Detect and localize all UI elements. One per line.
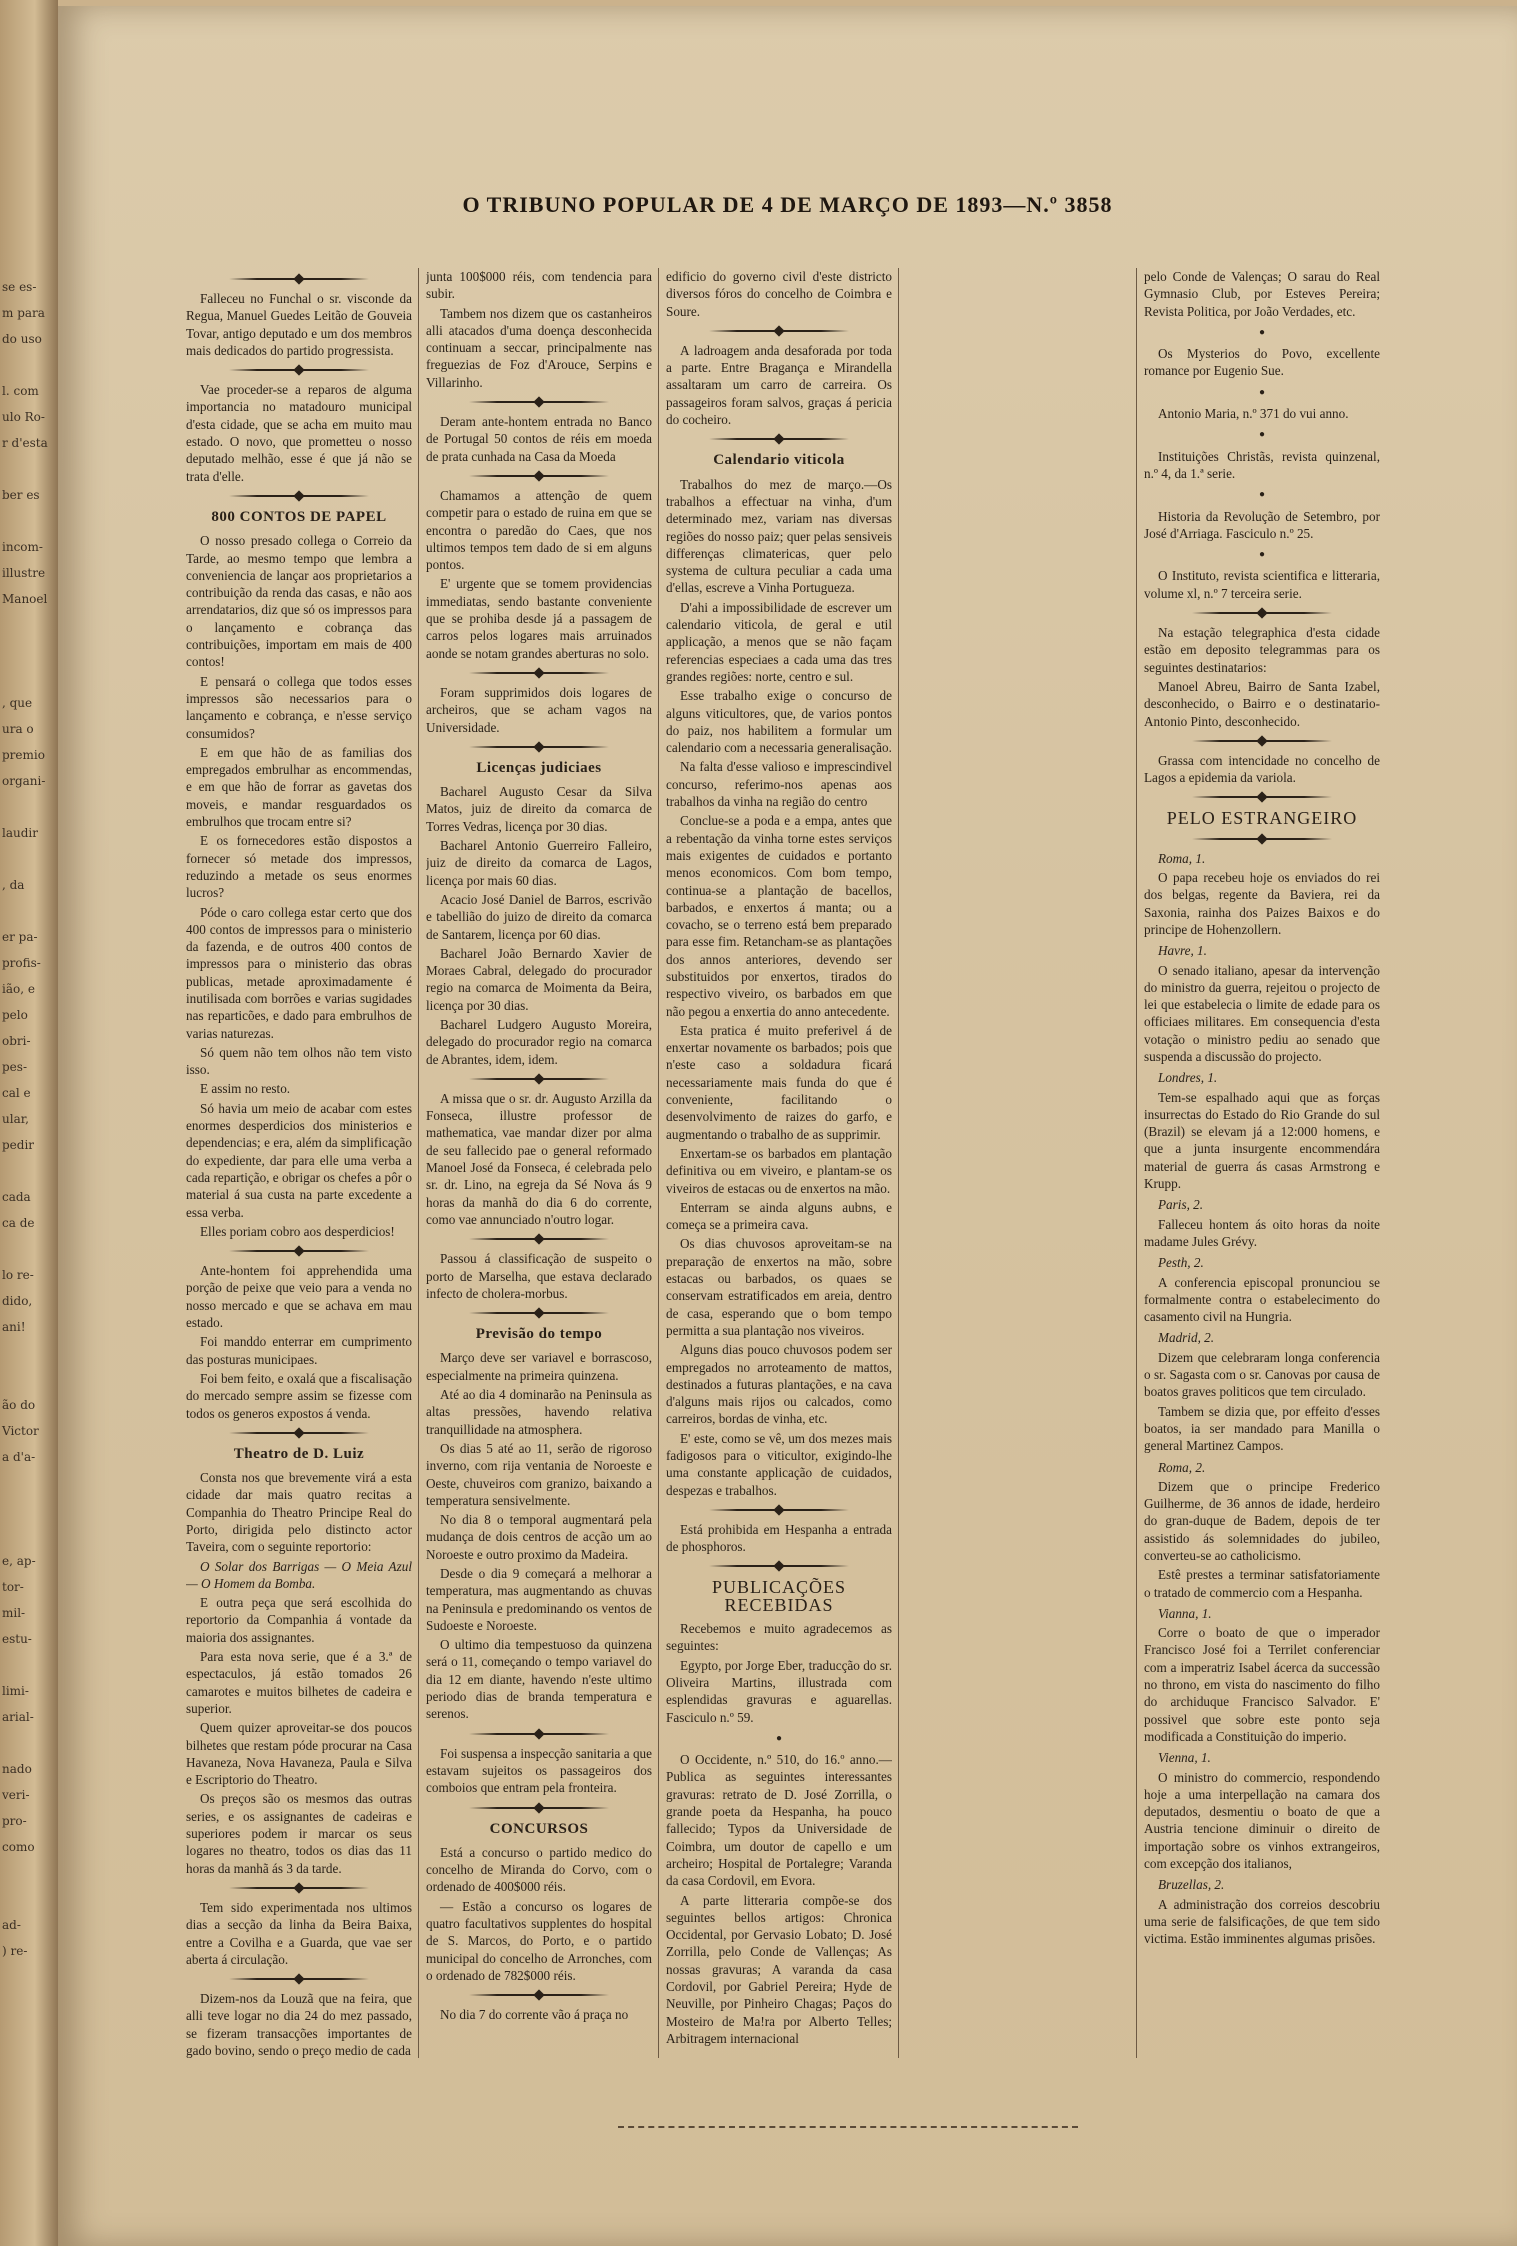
article-paragraph: Tem-se espalhado aqui que as forças insurrectas do Estado do Rio Grande do sul (Brazil) se elevam já a 12:000 homens, e que a junta insurgente encommendára material de guerra ás casas Armstrong e Krupp. [1144, 1089, 1380, 1192]
separator [229, 1974, 369, 1984]
article-heading: CONCURSOS [489, 1820, 589, 1837]
previous-page-fragment: incom- [2, 540, 43, 554]
article-paragraph: Estê prestes a terminar satisfatoriamente o tratado de commercio com a Hespanha. [1144, 1567, 1380, 1600]
previous-page-fragment: estu- [2, 1632, 32, 1646]
article-paragraph: — Estão a concurso os logares de quatro facultativos supplentes do hospital de S. Marcos, do Porto, e o partido municipal do concelho de Arronches, com o ordenado de 782$000 réis. [426, 1898, 652, 1983]
previous-page-fragment: nado [2, 1762, 32, 1776]
previous-page-fragment: mil- [2, 1606, 26, 1620]
article-heading: 800 CONTOS DE PAPEL [211, 508, 387, 525]
article-paragraph: Enterram se ainda alguns aubns, e começa se a primeira cava. [666, 1199, 892, 1233]
separator [709, 434, 849, 444]
previous-page-fragment: ião, e [2, 982, 35, 996]
article-paragraph: Recebemos e muito agradecemos as seguintes: [666, 1621, 892, 1654]
column-rule [1136, 268, 1137, 2058]
article-paragraph: Falleceu hontem ás oito horas da noite madame Jules Grévy. [1144, 1216, 1380, 1249]
article-paragraph: O nosso presado collega o Correio da Tarde, ao mesmo tempo que lembra a conveniencia de lançar aos proprietarios a contribuição da renda das casas, e não aos arrendatarios, diz que só os impressos para o lançamento e cobrança das contribuições, importam em mais de 400 contos! [186, 533, 412, 670]
article-paragraph: Está a concurso o partido medico do concelho de Miranda do Corvo, com o ordenado de 400$000 réis. [426, 1844, 652, 1895]
article-paragraph: Dizem-nos da Louzã que na feira, que alli teve logar no dia 24 do mez passado, se fizeram transacções importantes de gado bovino, sendo o preço medio de cada [186, 1991, 412, 2058]
article-paragraph: Grassa com intencidade no concelho de Lagos a epidemia da variola. [1144, 752, 1380, 786]
separator [1192, 792, 1332, 802]
article-paragraph: A parte litteraria compõe-se dos seguintes bellos artigos: Chronica Occidental, por Gervasio Lobato; D. José Zorrilla, pelo Conde de Vallenças; As nossas gravuras; A varanda da casa Cordovil, por Gabriel Pereira; Hyde de Neuville, por Pinheiro Chagas; Paços do Mosteiro de Ma!ra por Alberto Telles; Arbitragem internacional [666, 1892, 892, 2046]
article-paragraph: Desde o dia 9 começará a melhorar a temperatura, mas augmentando as chuvas na Peninsula e predominando os ventos de Sudoeste e Noroeste. [426, 1566, 652, 1633]
separator [1192, 608, 1332, 618]
article-heading: PUBLICAÇÕES RECEBIDAS [711, 1577, 847, 1615]
dateline: Havre, 1. [1158, 943, 1207, 959]
dateline: Vianna, 1. [1158, 1605, 1212, 1621]
separator [229, 1246, 369, 1256]
previous-page-fragment: pro- [2, 1814, 27, 1828]
article-paragraph: Bacharel Antonio Guerreiro Falleiro, juiz de direito da comarca de Lagos, licença por mais 60 dias. [426, 838, 652, 888]
article-paragraph: Só quem não tem olhos não tem visto isso. [186, 1044, 412, 1078]
article-paragraph: Foi bem feito, e oxalá que a fiscalisação do mercado sempre assim se fizesse com todos os generos expostos á venda. [186, 1370, 412, 1421]
article-paragraph: Os Mysterios do Povo, excellente romance por Eugenio Sue. [1144, 346, 1380, 379]
previous-page-fragment: pelo [2, 1008, 28, 1022]
dateline: Pesth, 2. [1158, 1255, 1204, 1271]
column-2 [426, 268, 652, 2058]
article-paragraph: O Instituto, revista scientifica e litteraria, volume xl, n.º 7 terceira serie. [1144, 568, 1380, 601]
bullet-dot: ● [1258, 386, 1266, 398]
previous-page-fragment: veri- [2, 1788, 30, 1802]
separator [469, 1074, 609, 1084]
article-paragraph: O senado italiano, apesar da intervenção do ministro da guerra, rejeitou o projecto de lei que estabelecia o limite de edade para os officiaes militares. Em consequencia d'esta votação o ministro pediu ao senado que suspenda a discussão do projecto. [1144, 962, 1380, 1064]
article-paragraph: E' este, como se vê, um dos mezes mais fadigosos para o viticultor, exigindo-lhe uma constante applicação de cuidados, despezas e trabalhos. [666, 1430, 892, 1498]
separator [229, 365, 369, 375]
article-paragraph: E os fornecedores estão dispostos a fornecer só metade dos impressos, reduzindo a metade os seus enormes lucros? [186, 833, 412, 901]
article-paragraph: A conferencia episcopal pronunciou se formalmente contra o estabelecimento do casamento civil na Hungria. [1144, 1274, 1380, 1325]
article-heading: Previsão do tempo [475, 1326, 603, 1343]
previous-page-fragment: ão do [2, 1398, 36, 1412]
article-paragraph: Os dias 5 até ao 11, serão de rigoroso inverno, com rija ventania de Noroeste e Oeste, chuveiros com granizo, baixando a temperatura sensivelmente. [426, 1440, 652, 1508]
article-paragraph: Está prohibida em Hespanha a entrada de phosphoros. [666, 1521, 892, 1555]
article-paragraph: Elles poriam cobro aos desperdicios! [200, 1223, 395, 1239]
article-paragraph: edificio do governo civil d'este districto diversos fóros do concelho de Coimbra e Soure. [666, 269, 892, 319]
previous-page-fragment: ulo Ro- [2, 410, 45, 424]
article-paragraph: Na falta d'esse valioso e imprescindivel concurso, referimo-nos apenas aos trabalhos da vinha na região do centro [666, 759, 892, 810]
article-paragraph: Trabalhos do mez de março.—Os trabalhos a effectuar na vinha, d'um determinado mez, variam nas diversas regiões do nosso paiz; quer pelas sensiveis differenças climatericas, quer pelo systema de cultura peculiar a cada uma d'ellas, escreve a Vinha Portugueza. [666, 476, 892, 596]
article-paragraph: Enxertam-se os barbados em plantação definitiva ou em viveiro, e plantam-se os viveiros de estacas ou de enxertos na mão. [666, 1145, 892, 1196]
bullet-dot: ● [1258, 429, 1266, 441]
article-paragraph: No dia 8 o temporal augmentará pela mudança de dois centros de acção um ao Noroeste e outro proximo da Madeira. [426, 1512, 652, 1562]
previous-page-fragment: illustre [2, 566, 46, 580]
article-paragraph: No dia 7 do corrente vão á praça no [440, 2007, 629, 2023]
article-paragraph: O Solar dos Barrigas — O Meia Azul — O Homem da Bomba. [186, 1558, 412, 1591]
previous-page-fragment: cal e [2, 1086, 31, 1100]
separator [229, 274, 369, 284]
previous-page-fragment: e, ap- [2, 1554, 36, 1568]
separator [229, 1883, 369, 1893]
previous-page-edge [0, 0, 58, 2246]
previous-page-fragment: limi- [2, 1684, 29, 1698]
separator [469, 742, 609, 752]
column-3 [666, 268, 892, 2058]
dateline: Paris, 2. [1158, 1197, 1204, 1213]
previous-page-fragment: como [2, 1840, 35, 1854]
article-paragraph: D'ahi a impossibilidade de escrever um calendario viticola, de geral e util applicação, a menos que se não façam referencias especiaes a cada uma das tres grandes regiões: norte, centro e sul. [666, 599, 892, 684]
article-paragraph: Alguns dias pouco chuvosos podem ser empregados no arroteamento de mattos, destinados a futuras plantações, e na cava d'alguns mais rijos ou calcados, como carreiros, bordas de vinha, etc. [666, 1342, 892, 1427]
separator [229, 491, 369, 501]
article-paragraph: Bacharel Ludgero Augusto Moreira, delegado do procurador regio na comarca de Abrantes, idem, idem. [426, 1016, 652, 1067]
article-paragraph: E' urgente que se tomem providencias immediatas, sendo bastante conveniente que se prohiba desde já a passagem de carros pelos logares mais arruinados aonde se notam grandes aberturas no solo. [426, 576, 652, 661]
previous-page-fragment: ura o [2, 722, 34, 736]
article-paragraph: Vae proceder-se a reparos de alguma importancia no matadouro municipal d'esta cidade, que se acha em muito mau estado. O novo, que prometteu o nosso deputado melhão, esse é que já não se trata d'elle. [186, 382, 412, 484]
article-paragraph: Manoel Abreu, Bairro de Santa Izabel, desconhecido, o Bairro e o destinatario-Antonio Pinto, desconhecido. [1144, 678, 1380, 729]
previous-page-fragment: se es- [2, 280, 37, 294]
separator [709, 1505, 849, 1515]
bullet-dot: ● [1258, 549, 1266, 561]
previous-page-fragment: ular, [2, 1112, 29, 1126]
separator [469, 1308, 609, 1318]
column-1 [186, 268, 412, 2058]
previous-page-fragment: profis- [2, 956, 41, 970]
article-paragraph: O ultimo dia tempestuoso da quinzena será o 11, começando o tempo variavel do dia 12 em diante, havendo n'este ultimo periodo dias de branda temperatura e serenos. [426, 1637, 652, 1722]
previous-page-fragment: organi- [2, 774, 46, 788]
article-paragraph: Dizem que o principe Frederico Guilherme, de 36 annos de idade, herdeiro do gran-duque de Badem, depois de ter assistido ás solemnidades do jubileo, converteu-se ao catholicismo. [1144, 1478, 1380, 1563]
article-paragraph: Na estação telegraphica d'esta cidade estão em deposito telegrammas para os seguintes destinatarios: [1144, 625, 1380, 675]
article-paragraph: Só havia um meio de acabar com estes enormes desperdicios dos ministerios e dependencias; e era, além da simplificação do expediente, dar para elle uma verba a cada repartição, e obrigar os chefes a pôr o material á sua custa na parte excedente a essa verba. [186, 1100, 412, 1220]
previous-page-fragment: arial- [2, 1710, 34, 1724]
separator [709, 1561, 849, 1571]
article-paragraph: Tambem nos dizem que os castanheiros alli atacados d'uma doença desconhecida continuam a seccar, principalmente nas freguezias de Foz d'Arouce, Serpins e Villarinho. [426, 305, 652, 390]
article-paragraph: Consta nos que brevemente virá a esta cidade dar mais quatro recitas a Companhia do Theatro Principe Real do Porto, dirigida pelo distincto actor Taveira, com o seguinte reportorio: [186, 1470, 412, 1555]
previous-page-fragment: er pa- [2, 930, 38, 944]
article-paragraph: O papa recebeu hoje os enviados do rei dos belgas, regente da Baviera, rei da Saxonia, rainha dos Paizes Baixos e do principe de Hohenzollern. [1144, 870, 1380, 937]
previous-page-fragment: , da [2, 878, 25, 892]
article-paragraph: Acacio José Daniel de Barros, escrivão e tabellião do juizo de direito da comarca de Santarem, licença por 60 dias. [426, 891, 652, 942]
article-paragraph: Tambem se dizia que, por effeito d'esses boatos, ia ser mandado para Manilla o general Martinez Campos. [1144, 1403, 1380, 1454]
previous-page-fragment: ber es [2, 488, 40, 502]
newspaper-page [58, 6, 1517, 2246]
separator [469, 471, 609, 481]
article-paragraph: Antonio Maria, n.º 371 do vui anno. [1158, 406, 1349, 422]
article-paragraph: Os dias chuvosos aproveitam-se na preparação de enxertos na mão, sobre estacas ou barbados, os quaes se conservam estratificados em areia, dentro de casa, esperando que o bom tempo permitta a sua plantação nos viveiros. [666, 1236, 892, 1338]
bottom-rule [618, 2126, 1078, 2128]
dateline: Bruzellas, 2. [1158, 1877, 1225, 1893]
article-paragraph: Até ao dia 4 dominarão na Peninsula as altas pressões, havendo relativa tranquillidade na atmosphera. [426, 1387, 652, 1437]
article-paragraph: O Occidente, n.º 510, do 16.º anno.—Publica as seguintes interessantes gravuras: retrato de D. José Zorrilla, o grande poeta da Hespanha, ha pouco fallecido; Typos da Universidade de Coimbra, um doutor de capello e um archeiro; Hospital de Portalegre; Varanda da casa Cordovil, em Evora. [666, 1752, 892, 1889]
article-paragraph: A missa que o sr. dr. Augusto Arzilla da Fonseca, illustre professor de mathematica, vae mandar dizer por alma de seu fallecido pae o general reformado Manoel José da Fonseca, é celebrada pelo sr. dr. Lino, na egreja da Sé Nova ás 9 horas da manhã do dia 6 do corrente, como vae annunciado n'outro logar. [426, 1090, 652, 1227]
article-paragraph: Esse trabalho exige o concurso de alguns viticultores, que, de varios pontos do paiz, nos habilitem a formular um calendario com a necessaria generalisação. [666, 688, 892, 756]
article-paragraph: Dizem que celebraram longa conferencia o sr. Sagasta com o sr. Canovas por causa de boatos graves politicos que tem circulado. [1144, 1349, 1380, 1400]
previous-page-fragment: lo re- [2, 1268, 34, 1282]
dateline: Madrid, 2. [1158, 1330, 1215, 1346]
previous-page-fragment: obri- [2, 1034, 31, 1048]
previous-page-fragment: dido, [2, 1294, 33, 1308]
separator [709, 326, 849, 336]
previous-page-fragment: a d'a- [2, 1450, 36, 1464]
column-rule [418, 268, 419, 2058]
dateline: Roma, 1. [1158, 850, 1206, 866]
article-paragraph: Falleceu no Funchal o sr. visconde da Regua, Manuel Guedes Leitão de Gouveia Tovar, antigo deputado e um dos membros mais dedicados do partido progressista. [186, 291, 412, 358]
page-header: O TRIBUNO POPULAR DE 4 DE MARÇO DE 1893—N.º 3858 [462, 192, 1113, 217]
article-paragraph: E pensará o collega que todos esses impressos são necessarios para o lançamento e cobrança, e n'esse serviço consumidos? [186, 673, 412, 741]
previous-page-fragment: , que [2, 696, 33, 710]
article-paragraph: A ladroagem anda desaforada por toda a parte. Entre Bragança e Mirandella assaltaram um carro de carreira. Os passageiros foram salvos, graças á pericia do cocheiro. [666, 342, 892, 428]
previous-page-fragment: pes- [2, 1060, 27, 1074]
previous-page-fragment: r d'esta [2, 436, 48, 450]
previous-page-fragment: ) re- [2, 1944, 28, 1958]
article-paragraph: Chamamos a attenção de quem competir para o estado de ruina em que se encontra o paredão do Caes, que nos ultimos tempos tem dado de si em alguns pontos. [426, 487, 652, 573]
dateline: Londres, 1. [1158, 1070, 1218, 1086]
dateline: Roma, 2. [1158, 1459, 1206, 1475]
previous-page-fragment: Manoel [2, 592, 48, 606]
article-paragraph: Passou á classificação de suspeito o porto de Marselha, que estava declarado infecto de cholera-morbus. [426, 1251, 652, 1301]
article-paragraph: Ante-hontem foi apprehendida uma porção de peixe que veio para a venda no nosso mercado e que se achava em mau estado. [186, 1263, 412, 1331]
bullet-dot: ● [1258, 326, 1266, 338]
previous-page-fragment: ani! [2, 1320, 26, 1334]
previous-page-fragment: Victor [2, 1424, 39, 1438]
article-paragraph: A administração dos correios descobriu uma serie de falsificações, de que tem sido victima. Estão imminentes algumas prisões. [1144, 1896, 1380, 1947]
previous-page-fragment: premio [2, 748, 45, 762]
article-paragraph: Quem quizer aproveitar-se dos poucos bilhetes que restam póde procurar na Casa Havaneza, Nova Havaneza, Paula e Silva e Escriptorio do Theatro. [186, 1720, 412, 1788]
separator [469, 1990, 609, 2000]
separator [469, 1234, 609, 1244]
column-4 [1144, 268, 1380, 2058]
article-heading: Calendario viticola [713, 452, 845, 469]
separator [469, 397, 609, 407]
article-paragraph: Deram ante-hontem entrada no Banco de Portugal 50 contos de réis em moeda de prata cunhada na Casa da Moeda [426, 414, 652, 464]
article-paragraph: Foi suspensa a inspecção sanitaria a que estavam sujeitos os passageiros dos comboios que entram pela fronteira. [426, 1745, 652, 1796]
article-paragraph: Conclue-se a poda e a empa, antes que a rebentação da vinha torne estes serviços mais exigentes de cuidados e portanto menos economicos. Com bom tempo, continua-se a plantação de bacellos, barbados, e enxertos á manta; ou a covacho, se o terreno está bem preparado para esse fim. Retancham-se as plantações dos annos anteriores, devendo ser substituidos por enxertos, tirados do respectivo viveiro, os barbados em que não pegou a enxertia do anno antecedente. [666, 813, 892, 1019]
bullet-dot: ● [1258, 489, 1266, 501]
article-paragraph: junta 100$000 réis, com tendencia para subir. [426, 269, 652, 302]
separator [469, 668, 609, 678]
dateline: Vienna, 1. [1158, 1750, 1211, 1766]
article-paragraph: Foram supprimidos dois logares de archeiros, que se acham vagos na Universidade. [426, 684, 652, 735]
previous-page-fragment: tor- [2, 1580, 24, 1594]
article-paragraph: Bacharel João Bernardo Xavier de Moraes Cabral, delegado do procurador regio na comarca de Moimenta da Beira, licença por 30 dias. [426, 945, 652, 1013]
separator [229, 1428, 369, 1438]
article-paragraph: Póde o caro collega estar certo que dos 400 contos de impressos para o ministerio da fazenda, e de outros 400 contos de impressos para o ministerio das obras publicas, metade aproximadamente é inutilisada com borrões e varias sugidades nas reparticões, e dado para embrulhos de varias naturezas. [186, 904, 412, 1041]
article-paragraph: Tem sido experimentada nos ultimos dias a secção da linha da Beira Baixa, entre a Covilha e a Guarda, que vae ser aberta á circulação. [186, 1899, 412, 1967]
previous-page-fragment: m para [2, 306, 45, 320]
column-rule [658, 268, 659, 2058]
previous-page-fragment: cada [2, 1190, 31, 1204]
article-paragraph: pelo Conde de Valenças; O sarau do Real Gymnasio Club, por Esteves Pereira; Revista Politica, por João Verdades, etc. [1144, 269, 1380, 319]
article-heading: Theatro de D. Luiz [233, 1445, 365, 1462]
article-paragraph: Os preços são os mesmos das outras series, e os assignantes de cadeiras e superiores podem ir marcar os seus logares no theatro, todos os dias das 11 horas da manhã ás 3 da tarde. [186, 1791, 412, 1876]
separator [469, 1729, 609, 1739]
previous-page-fragment: ca de [2, 1216, 35, 1230]
article-paragraph: O ministro do commercio, respondendo hoje a uma interpellação na camara dos deputados, desmentiu o boato de que a Austria tencione diminuir o direito de importação sobre os vinhos extrangeiros, com excepção dos italianos, [1144, 1769, 1380, 1872]
separator [469, 1803, 609, 1813]
article-paragraph: Historia da Revolução de Setembro, por José d'Arriaga. Fasciculo n.º 25. [1144, 508, 1380, 541]
previous-page-fragment: laudir [2, 826, 38, 840]
article-paragraph: Esta pratica é muito preferivel á de enxertar novamente os barbados; pois que n'este caso a soldadura ficará necessariamente mais funda do que é conveniente, facilitando o desenvolvimento de raizes do garfo, e augmentando o trabalho de as supprimir. [666, 1022, 892, 1142]
section-heading: PELO ESTRANGEIRO [1166, 808, 1358, 829]
article-heading: Licenças judiciaes [476, 759, 602, 776]
article-paragraph: Foi manddo enterrar em cumprimento das posturas municipaes. [186, 1334, 412, 1367]
article-paragraph: Instituições Christãs, revista quinzenal, n.º 4, da 1.ª serie. [1144, 448, 1380, 481]
previous-page-fragment: do uso [2, 332, 42, 346]
previous-page-fragment: ad- [2, 1918, 21, 1932]
separator [1192, 736, 1332, 746]
previous-page-fragment: pedir [2, 1138, 35, 1152]
article-paragraph: Março deve ser variavel e borrascoso, especialmente na primeira quinzena. [426, 1350, 652, 1383]
article-paragraph: Para esta nova serie, que é a 3.ª de espectaculos, já estão tomados 26 camarotes e muitos bilhetes de cadeira e superior. [186, 1649, 412, 1716]
article-paragraph: Egypto, por Jorge Eber, traducção do sr. Oliveira Martins, illustrada com esplendidas gravuras e aguarellas. Fasciculo n.º 59. [666, 1657, 892, 1725]
article-paragraph: Corre o boato de que o imperador Francisco José foi a Terrilet conferenciar com a imperatriz Isabel ácerca da successão no throno, em vista do nascimento do filho do archiduque Francisco Salvador. E' possivel que sobre este ponto seja modificada a Constituição do imperio. [1144, 1625, 1380, 1744]
column-rule [898, 268, 899, 2058]
article-paragraph: E outra peça que será escolhida do reportorio da Companhia á vontade da maioria dos assignantes. [186, 1595, 412, 1645]
separator [1192, 834, 1332, 844]
article-paragraph: E assim no resto. [200, 1081, 291, 1097]
bullet-dot: ● [775, 1732, 783, 1744]
article-paragraph: E em que hão de as familias dos empregados embrulhar as encommendas, e em que hão de forrar as gavetas dos moveis, e mandar resguardados os embrulhos que trocam entre si? [186, 744, 412, 830]
article-paragraph: Bacharel Augusto Cesar da Silva Matos, juiz de direito da comarca de Torres Vedras, licença por 30 dias. [426, 784, 652, 834]
previous-page-fragment: l. com [2, 384, 39, 398]
